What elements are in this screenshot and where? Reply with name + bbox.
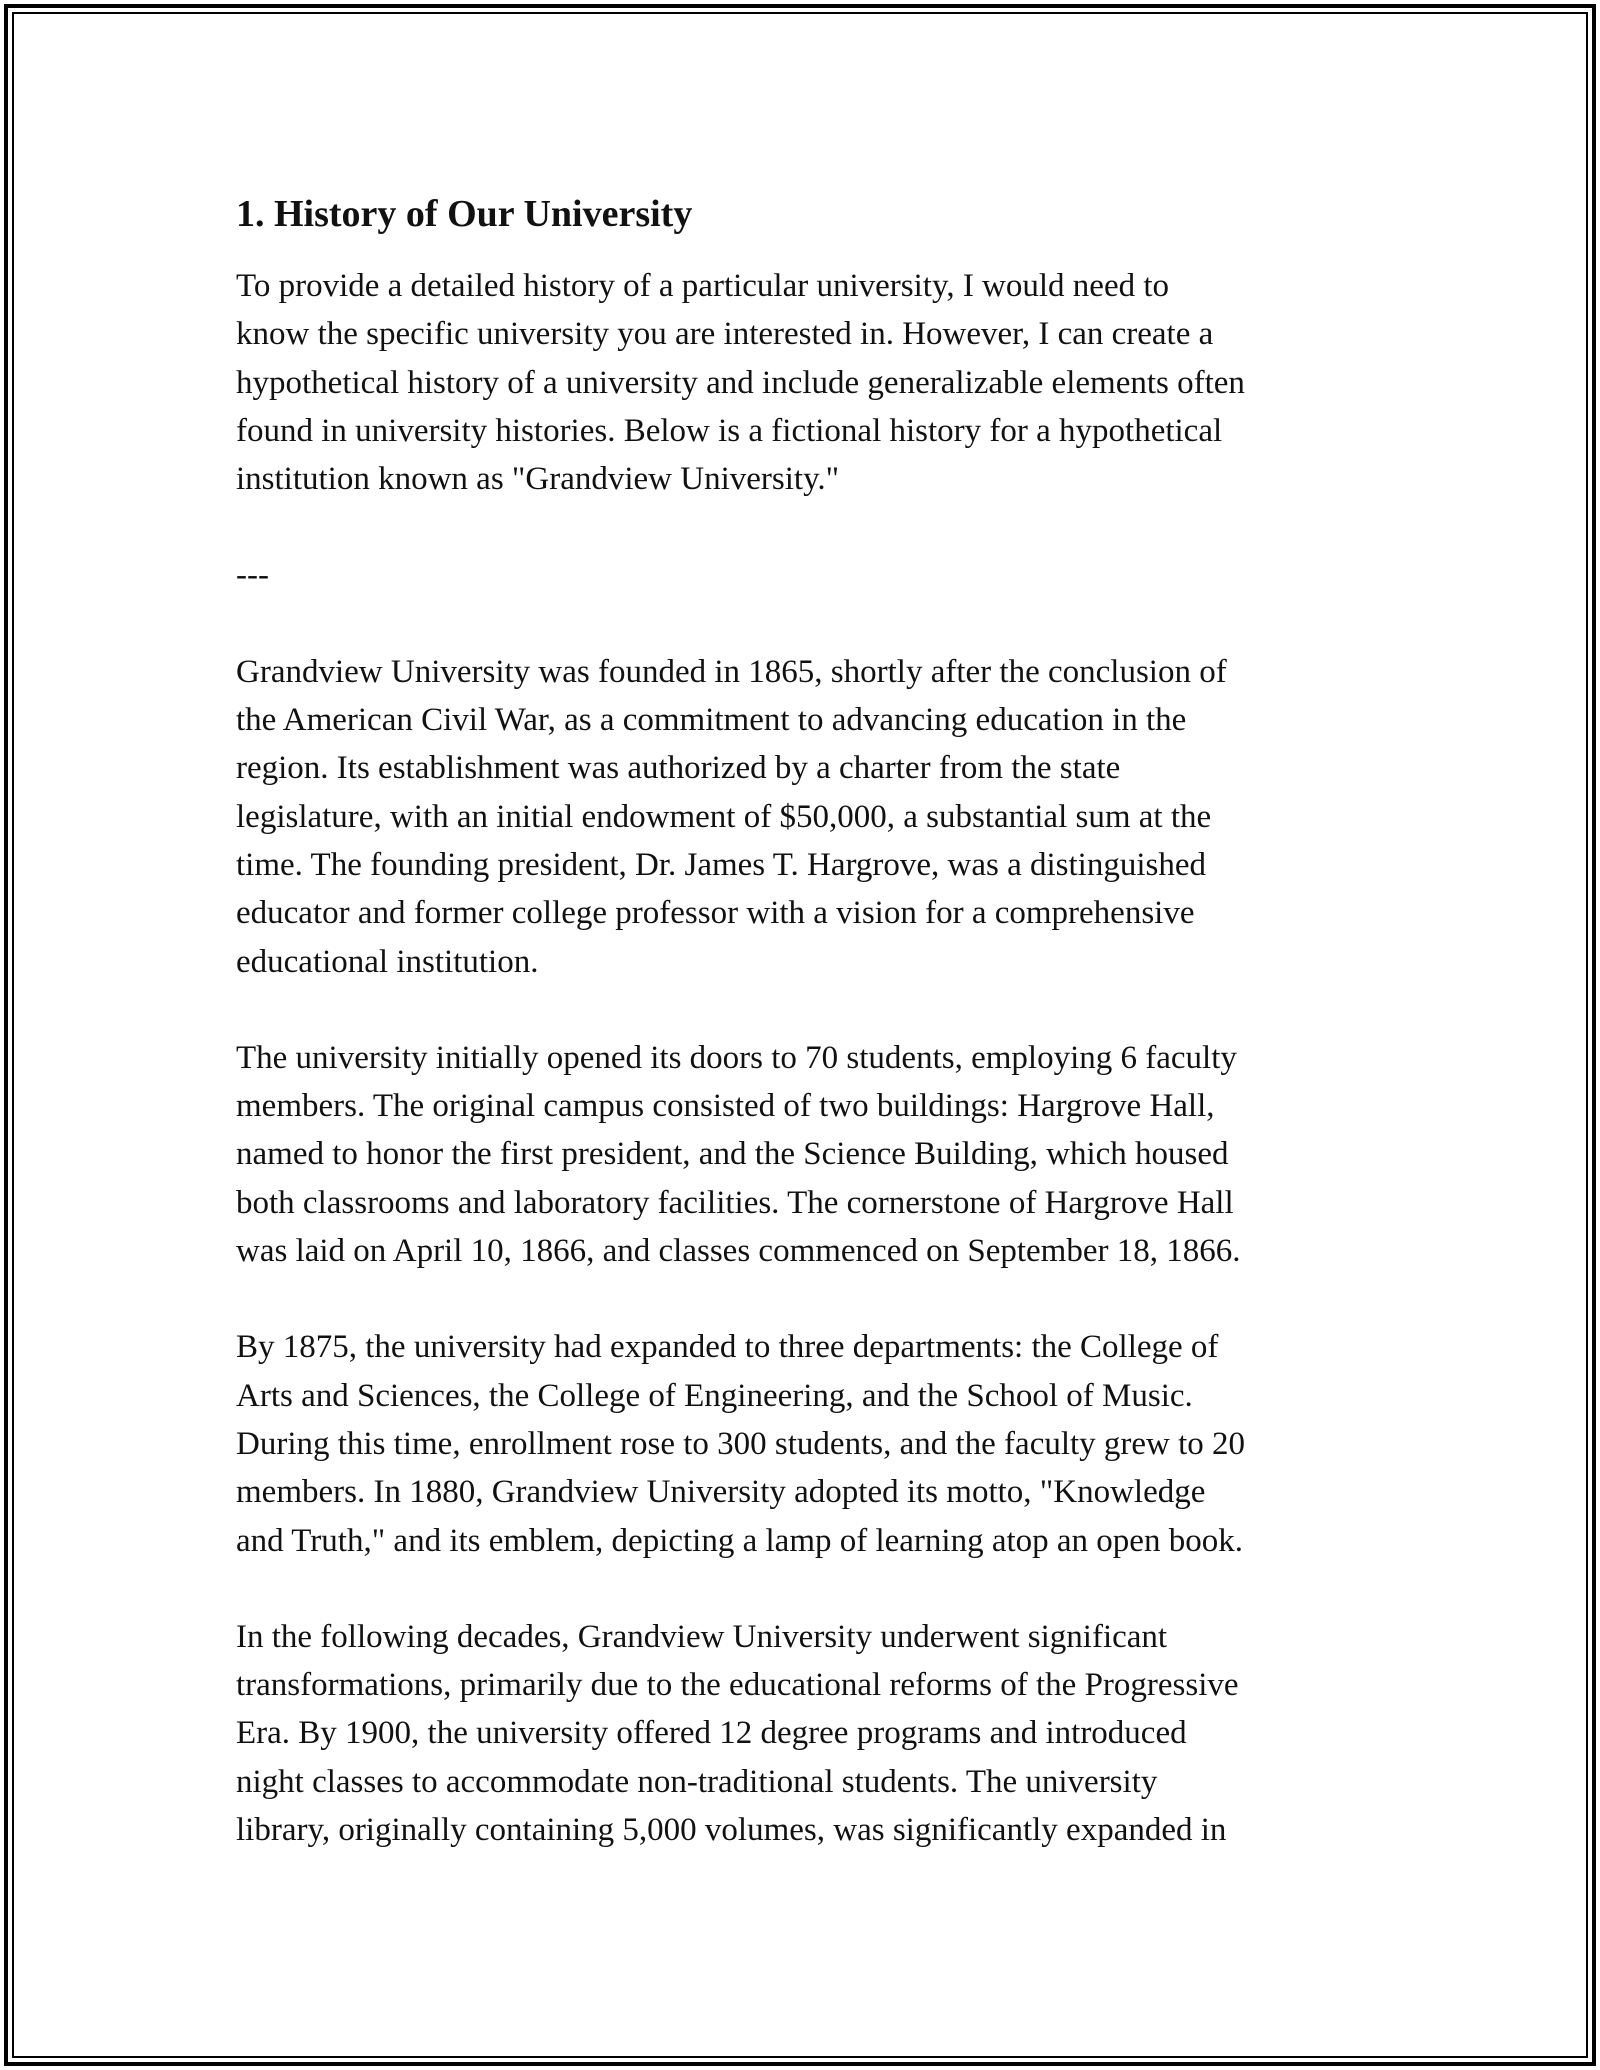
text-line: institution known as "Grandview University." [236,461,840,498]
intro-paragraph [236,262,1366,503]
text-line: members. The original campus consisted of two buildings: Hargrove Hall, [236,1088,1215,1125]
opening-paragraph [236,1034,1366,1275]
text-line: In the following decades, Grandview University underwent significant [236,1618,1168,1655]
text-line: hypothetical history of a university and include generalizable elements often [236,364,1245,401]
section-heading: 1. History of Our University [236,193,693,235]
text-line: legislature, with an initial endowment of $50,000, a substantial sum at the [236,798,1212,835]
text-line: named to honor the first president, and the Science Building, which housed [236,1136,1229,1173]
text-line: library, originally containing 5,000 volumes, was significantly expanded in [236,1812,1227,1849]
text-line: members. In 1880, Grandview University adopted its motto, "Knowledge [236,1474,1206,1511]
text-line: know the specific university you are interested in. However, I can create a [236,316,1214,353]
text-line: The university initially opened its doors to 70 students, employing 6 faculty [236,1039,1237,1076]
text-line: the American Civil War, as a commitment to advancing education in the [236,702,1187,739]
text-line: was laid on April 10, 1866, and classes commenced on September 18, 1866. [236,1233,1241,1270]
text-line: To provide a detailed history of a particular university, I would need to [236,268,1170,304]
founding-paragraph [236,648,1366,986]
document-body [236,186,1366,1854]
progressive-era-paragraph [236,1613,1366,1854]
text-line: both classrooms and laboratory facilities. The cornerstone of Hargrove Hall [236,1184,1234,1221]
text-line: Arts and Sciences, the College of Engineering, and the School of Music. [236,1377,1193,1414]
text-line: and Truth," and its emblem, depicting a lamp of learning atop an open book. [236,1522,1243,1559]
text-line: educator and former college professor with a vision for a comprehensive [236,895,1195,932]
text-line: During this time, enrollment rose to 300 students, and the faculty grew to 20 [236,1425,1246,1462]
text-line: educational institution. [236,943,539,980]
text-line: Era. By 1900, the university offered 12 degree programs and introduced [236,1715,1187,1752]
text-line: found in university histories. Below is a fictional history for a hypothetical [236,412,1223,449]
separator: --- [236,557,269,594]
text-line: By 1875, the university had expanded to three departments: the College of [236,1329,1219,1366]
text-line: Grandview University was founded in 1865, shortly after the conclusion of [236,653,1227,690]
text-line: transformations, primarily due to the educational reforms of the Progressive [236,1667,1239,1704]
expansion-paragraph [236,1323,1366,1564]
text-line: region. Its establishment was authorized by a charter from the state [236,750,1121,787]
text-line: night classes to accommodate non-traditional students. The university [236,1763,1158,1800]
text-line: time. The founding president, Dr. James T. Hargrove, was a distinguished [236,846,1206,883]
